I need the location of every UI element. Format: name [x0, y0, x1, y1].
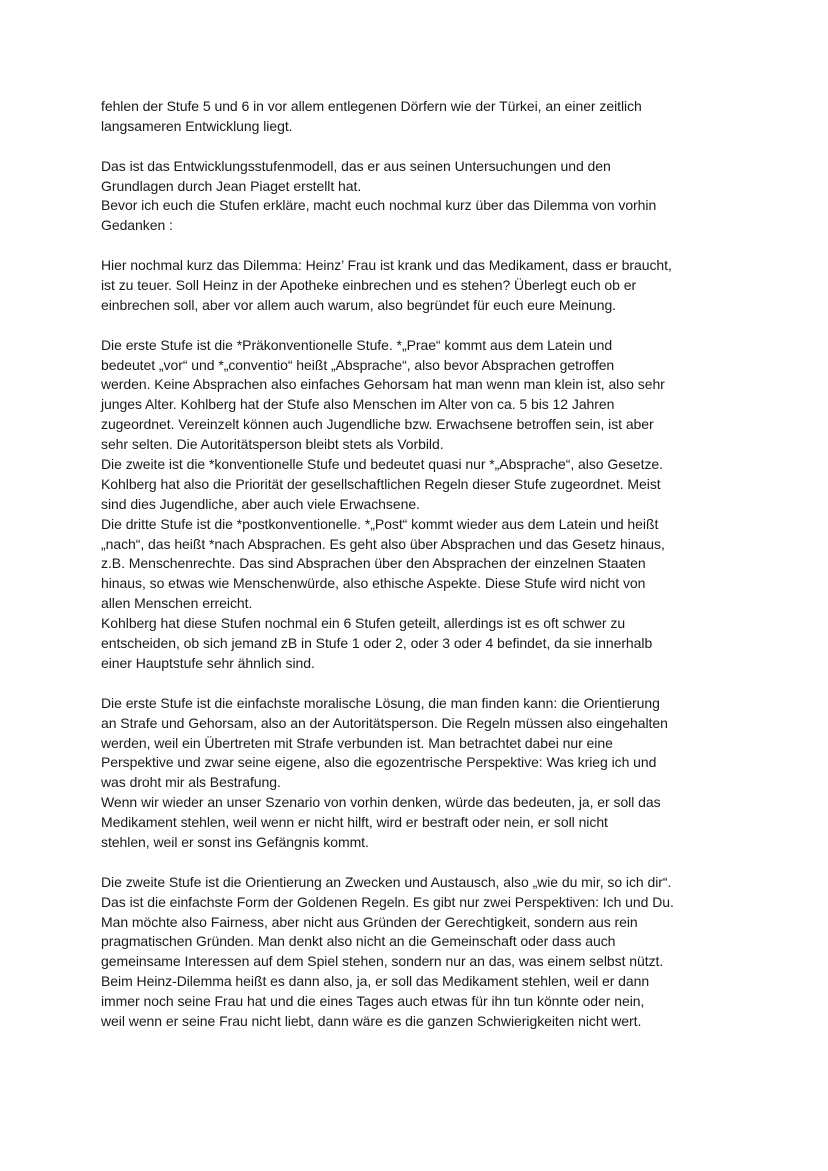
- text-line: werden. Keine Absprachen also einfaches Gehorsam hat man wenn man klein ist, also sehr: [101, 376, 665, 393]
- text-line: Man möchte also Fairness, aber nicht aus Gründen der Gerechtigkeit, sondern aus rein: [101, 913, 638, 930]
- text-line: Das ist die einfachste Form der Goldenen Regeln. Es gibt nur zwei Perspektiven: Ich und Du.: [101, 893, 674, 910]
- text-line: Hier nochmal kurz das Dilemma: Heinz’ Frau ist krank und das Medikament, dass er braucht,: [101, 257, 672, 274]
- text-line: junges Alter. Kohlberg hat der Stufe also Menschen im Alter von ca. 5 bis 12 Jahren: [101, 396, 615, 413]
- paragraph-gap: [101, 853, 751, 873]
- paragraph-gap: [101, 316, 751, 336]
- text-line: z.B. Menschenrechte. Das sind Absprachen über den Absprachen der einzelnen Staaten: [101, 555, 646, 572]
- text-line: Die zweite Stufe ist die Orientierung an Zwecken und Austausch, also „wie du mir, so ich dir“.: [101, 873, 672, 890]
- text-line: Das ist das Entwicklungsstufenmodell, das er aus seinen Untersuchungen und den: [101, 157, 611, 174]
- text-line: Die zweite ist die *konventionelle Stufe und bedeutet quasi nur *„Absprache“, also Gesetze.: [101, 456, 664, 473]
- text-line: allen Menschen erreicht.: [101, 595, 253, 612]
- text-line: langsameren Entwicklung liegt.: [101, 117, 293, 134]
- paragraph-gap: [101, 674, 751, 694]
- text-line: weil wenn er seine Frau nicht liebt, dann wäre es die ganzen Schwierigkeiten nicht wert.: [101, 1012, 642, 1029]
- text-line: stehlen, weil er sonst ins Gefängnis kommt.: [101, 833, 369, 850]
- paragraph: [101, 157, 751, 237]
- text-line: hinaus, so etwas wie Menschenwürde, also ethische Aspekte. Diese Stufe wird nicht von: [101, 575, 646, 592]
- text-line: gemeinsame Interessen auf dem Spiel stehen, sondern nur an das, was einem selbst nützt.: [101, 953, 664, 970]
- text-line: immer noch seine Frau hat und die eines Tages auch etwas für ihn tun könnte oder nein,: [101, 993, 645, 1010]
- text-line: ist zu teuer. Soll Heinz in der Apotheke einbrechen und es stehen? Überlegt euch ob er: [101, 277, 637, 294]
- text-line: sehr selten. Die Autoritätsperson bleibt stets als Vorbild.: [101, 436, 444, 453]
- text-line: Beim Heinz-Dilemma heißt es dann also, ja, er soll das Medikament stehlen, weil er dann: [101, 973, 650, 990]
- text-line: „nach“, das heißt *nach Absprachen. Es geht also über Absprachen und das Gesetz hinaus,: [101, 535, 665, 552]
- text-line: Die erste Stufe ist die *Präkonventionelle Stufe. *„Prae“ kommt aus dem Latein und: [101, 336, 613, 353]
- paragraph: [101, 97, 751, 137]
- paragraph: [101, 694, 751, 853]
- text-line: einer Hauptstufe sehr ähnlich sind.: [101, 654, 315, 671]
- text-line: Gedanken :: [101, 217, 173, 234]
- text-line: fehlen der Stufe 5 und 6 in vor allem entlegenen Dörfern wie der Türkei, an einer zeitlich: [101, 98, 642, 114]
- text-line: Kohlberg hat also die Priorität der gesellschaftlichen Regeln dieser Stufe zugeordnet. Meist: [101, 475, 661, 492]
- text-line: Bevor ich euch die Stufen erkläre, macht euch nochmal kurz über das Dilemma von vorhin: [101, 197, 657, 214]
- text-line: Grundlagen durch Jean Piaget erstellt hat.: [101, 177, 362, 194]
- paragraph-gap: [101, 137, 751, 157]
- document-page: [101, 97, 751, 1032]
- text-line: Die erste Stufe ist die einfachste moralische Lösung, die man finden kann: die Orientierung: [101, 694, 660, 711]
- paragraph: [101, 336, 751, 674]
- text-line: an Strafe und Gehorsam, also an der Autoritätsperson. Die Regeln müssen also eingehalten: [101, 714, 668, 731]
- text-line: zugeordnet. Vereinzelt können auch Jugendliche bzw. Erwachsene betroffen sein, ist aber: [101, 416, 654, 433]
- text-line: was droht mir als Bestrafung.: [101, 774, 281, 791]
- text-line: Perspektive und zwar seine eigene, also die egozentrische Perspektive: Was krieg ich und: [101, 754, 657, 771]
- text-line: pragmatischen Gründen. Man denkt also nicht an die Gemeinschaft oder dass auch: [101, 933, 616, 950]
- text-line: werden, weil ein Übertreten mit Strafe verbunden ist. Man betrachtet dabei nur eine: [101, 734, 613, 751]
- text-line: Wenn wir wieder an unser Szenario von vorhin denken, würde das bedeuten, ja, er soll das: [101, 794, 661, 811]
- text-line: Die dritte Stufe ist die *postkonventionelle. *„Post“ kommt wieder aus dem Latein und heißt: [101, 515, 659, 532]
- paragraph-gap: [101, 236, 751, 256]
- text-line: sind dies Jugendliche, aber auch viele Erwachsene.: [101, 495, 420, 512]
- paragraph: [101, 256, 751, 316]
- text-line: bedeutet „vor“ und *„conventio“ heißt „Absprache“, also bevor Absprachen getroffen: [101, 356, 615, 373]
- text-line: einbrechen soll, aber vor allem auch warum, also begründet für euch eure Meinung.: [101, 296, 617, 313]
- text-line: entscheiden, ob sich jemand zB in Stufe 1 oder 2, oder 3 oder 4 befindet, da sie innerhalb: [101, 635, 653, 652]
- paragraph: [101, 873, 751, 1032]
- text-line: Kohlberg hat diese Stufen nochmal ein 6 Stufen geteilt, allerdings ist es oft schwer zu: [101, 615, 626, 632]
- text-line: Medikament stehlen, weil wenn er nicht hilft, wird er bestraft oder nein, er soll nicht: [101, 814, 608, 831]
